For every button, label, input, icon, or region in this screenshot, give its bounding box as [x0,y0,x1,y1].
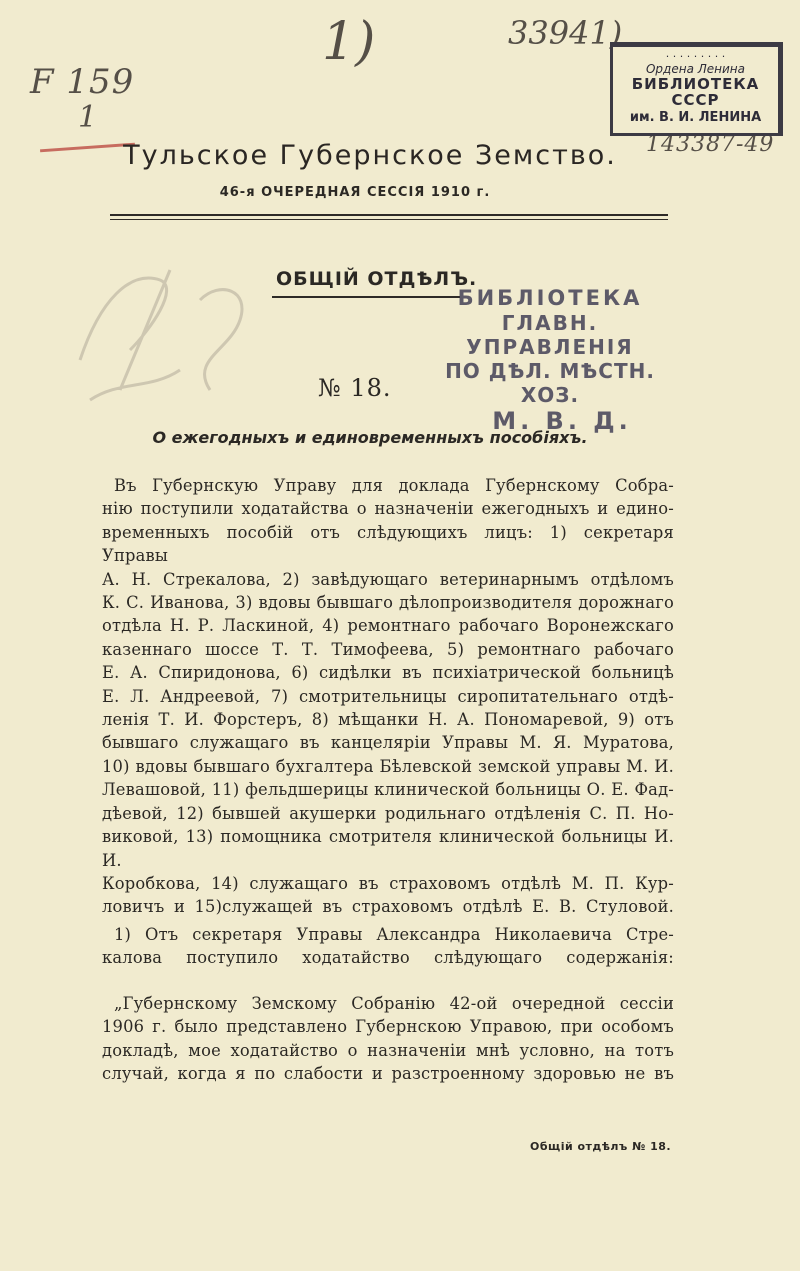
header-rule-thick [110,214,668,216]
stamp-line-decor: · · · · · · · · · [665,50,726,63]
text-line: докладѣ, мое ходатайство о назначеніи мнѣ условно, на тотъ [102,1040,674,1060]
stamp-line-2: БИБЛИОТЕКА СССР [631,75,760,109]
handwritten-top-number: 33941) [508,14,623,52]
ministry-library-stamp [430,286,670,436]
text-line: отдѣла Н. Р. Ласкиной, 4) ремонтнаго рабочаго Воронежскаго [102,616,674,636]
text-line: 1906 г. было представлено Губернскою Управою, при особомъ [102,1017,674,1037]
text-line: Коробкова, 14) служащаго въ страховомъ отдѣлѣ М. П. Кур- [102,873,674,893]
text-line: временныхъ пособій отъ слѣдующихъ лицъ: 1) секретаря Управы [102,522,674,566]
document-number: № 18. [318,374,392,402]
text-line: К. С. Иванова, 3) вдовы бывшаго дѣлопроизводителя дорожнаго [102,593,674,613]
text-line: А. Н. Стрекалова, 2) завѣдующаго ветеринарнымъ отдѣломъ [102,569,674,589]
stamp-library-line-1: БИБЛІОТЕКА [457,286,643,310]
stamp-line-3: им. В. И. ЛЕНИНА [629,109,762,125]
text-line: Е. А. Спиридонова, 6) сидѣлки въ психіатрической больницѣ [102,663,674,683]
text-line: дѣевой, 12) бывшей акушерки родильнаго отдѣленія С. П. Но- [102,803,674,823]
text-line: бывшаго служащаго въ канцеляріи Управы М. Я. Муратова, [102,733,674,753]
stamp-library-line-3: ПО ДѢЛ. МѢСТН. ХОЗ. [445,359,655,408]
paragraph-petition-quote [102,992,674,1086]
lenin-library-stamp [610,42,783,136]
text-line: Левашовой, 11) фельдшерицы клинической больницы О. Е. Фад- [102,780,674,800]
section-title: ОБЩІЙ ОТДѢЛЪ. [276,268,478,290]
handwritten-shelf-sub: 1 [78,100,98,135]
text-line: виковой, 13) помощника смотрителя клинической больницы И. И. [102,827,674,870]
text-line: нію поступили ходатайства о назначеніи ежегодныхъ и едино- [102,499,674,519]
text-line: ленія Т. И. Форстеръ, 8) мѣщанки Н. А. Пономаревой, 9) отъ [102,710,674,730]
stamp-library-line-4: М. В. Д. [492,407,632,436]
text-line: Е. Л. Андреевой, 7) смотрительницы сиропитательнаго отдѣ- [102,686,674,706]
handwritten-shelf-mark: F 159 [30,62,135,102]
text-line: случай, когда я по слабости и разстроенному здоровью не въ [102,1064,674,1084]
handwritten-inventory-number: 143387-49 [646,132,775,157]
text-line: 1) Отъ секретаря Управы Александра Николаевича Стре- [114,925,674,944]
text-line: ловичъ и 15)служащей въ страховомъ отдѣлѣ Е. В. Стуловой. [102,897,674,917]
header-rule-thin [110,219,668,220]
paragraph-applications [102,474,674,919]
handwritten-page-mark: 1) [322,12,376,72]
text-line: Въ Губернскую Управу для доклада Губернскому Собра- [114,476,674,495]
document-subject: О ежегодныхъ и единовременныхъ пособіяхъ. [152,428,588,447]
page-footer: Общій отдѣлъ № 18. [530,1140,672,1153]
session-subtitle: 46-я ОЧЕРЕДНАЯ СЕССІЯ 1910 г. [219,185,491,200]
text-line: казеннаго шоссе Т. Т. Тимофеева, 5) ремонтнаго рабочаго [102,639,674,659]
text-line: „Губернскому Земскому Собранію 42-ой очередной сессіи [114,994,674,1013]
pencil-scribble [60,240,280,410]
text-line: калова поступило ходатайство слѣдующаго содержанія: [102,948,674,968]
stamp-line-1: Ордена Ленина [645,61,745,76]
paragraph-strekalov-intro [102,923,674,970]
text-line: 10) вдовы бывшаго бухгалтера Бѣлевской земской управы М. И. [102,756,674,776]
page-title: Тульское Губернское Земство. [123,140,617,171]
stamp-library-line-2: ГЛАВН. УПРАВЛЕНІЯ [466,311,634,360]
